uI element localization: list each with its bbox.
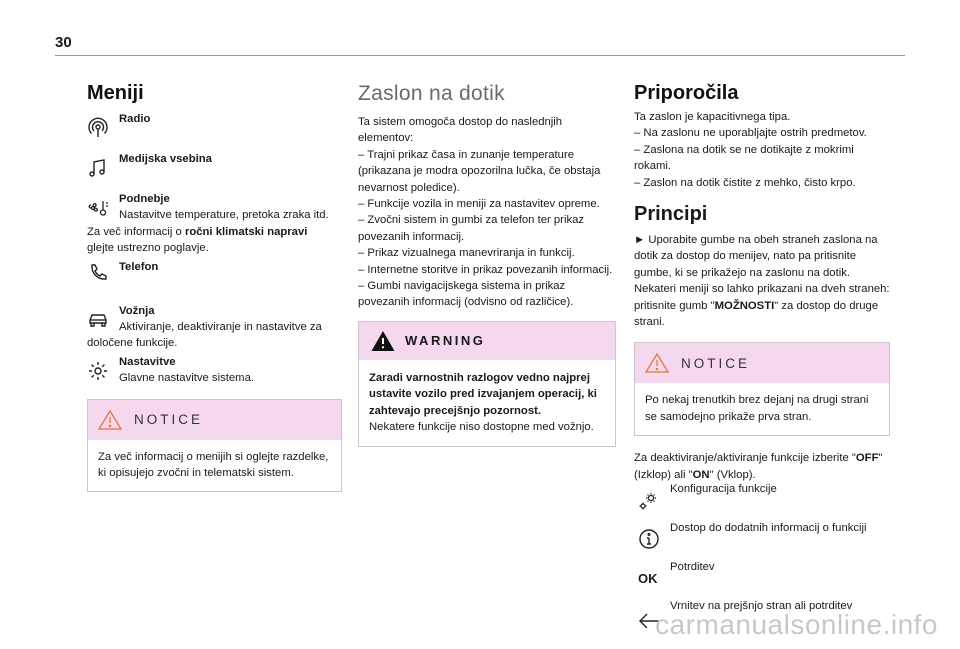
principles-notice-box: [634, 342, 890, 436]
function-config-item: [634, 481, 890, 513]
list-item: – Zvočni sistem in gumbi za telefon ter prikaz povezanih informacij.: [358, 214, 585, 243]
notice-text: Po nekaj trenutkih brez dejanj na drugi strani se samodejno prikaže prva stran.: [645, 394, 869, 423]
climate-continuation: Za več informacij o ročni klimatski napravi glejte ustrezno poglavje.: [87, 225, 308, 255]
principles-text: ► Uporabite gumbe na obeh straneh zaslona na dotik za dostop do menijev, nato pa pritisnite gumbe, ki se prikažejo na zaslonu na dotik. Nekateri meniji so lahko prikazani na dveh straneh: pritisnite gumb "MOŽNOSTI" za dostop do druge strani.: [634, 234, 890, 329]
list-item: – Internetne storitve in prikaz povezanih informacij.: [358, 263, 613, 276]
menu-title-driving: Vožnja: [119, 304, 155, 317]
climate-fan-icon: [87, 197, 109, 219]
list-item: – Zaslona na dotik se ne dotikajte z mokrimi rokami.: [634, 143, 854, 173]
top-divider: [55, 55, 905, 56]
watermark: carmanualsonline.info: [655, 609, 938, 640]
notice-title: NOTICE: [134, 412, 204, 428]
ok-item: [634, 559, 890, 591]
phone-icon: [87, 261, 109, 283]
recommendations-list: [634, 125, 890, 191]
principles-heading: Principi: [634, 203, 708, 226]
list-item: – Zaslon na dotik čistite z mehko, čisto krpo.: [634, 176, 856, 189]
back-text: Vrnitev na prejšnjo stran ali potrditev: [670, 600, 853, 613]
warning-header: [359, 322, 615, 360]
menu-desc-settings: Glavne nastavitve sistema.: [119, 372, 254, 385]
warning-title: WARNING: [405, 333, 486, 349]
notice-text: Za več informacij o menijih si oglejte razdelke, ki opisujejo zvočni in telematski sistem.: [98, 450, 329, 480]
warning-box: [358, 321, 616, 447]
ok-text: Potrditev: [670, 561, 715, 574]
menus-heading: Meniji: [87, 82, 144, 104]
climate-ref-bold: ročni klimatski napravi: [184, 225, 308, 238]
menu-title-media: Medijska vsebina: [119, 153, 212, 165]
menu-item-phone: [87, 259, 342, 291]
touchscreen-intro: Ta sistem omogoča dostop do naslednjih elementov:: [358, 116, 563, 145]
notice-header: [635, 343, 889, 383]
list-item: – Funkcije vozila in meniji za nastavitev opreme.: [358, 198, 600, 211]
menu-item-climate: [87, 191, 342, 257]
menu-desc-climate: Nastavitve temperature, pretoka zraka itd.: [119, 209, 329, 222]
warning-normal-text: Nekatere funkcije niso dostopne med vožnjo.: [369, 421, 594, 434]
touchscreen-heading: Zaslon na dotik: [358, 82, 505, 105]
off-label: OFF: [855, 452, 879, 465]
info-item: [634, 520, 890, 552]
ok-icon: OK: [638, 571, 658, 587]
menu-title-radio: Radio: [119, 113, 151, 125]
notice-title: NOTICE: [681, 355, 751, 371]
info-icon: [638, 528, 660, 550]
warning-triangle-icon: [645, 352, 669, 374]
list-item: – Na zaslonu ne uporabljajte ostrih predmetov.: [634, 127, 867, 140]
menus-notice-box: [87, 399, 342, 493]
toggle-instructions: Za deaktiviranje/aktiviranje funkcije izberite "OFF" (Izklop) ali "ON" (Vklop).: [634, 452, 883, 481]
function-config-icon: [638, 489, 660, 511]
menus-column: [87, 82, 342, 492]
menu-item-driving: [87, 303, 342, 352]
music-note-icon: [87, 157, 109, 179]
list-item: – Prikaz vizualnega manevriranja in funkcij.: [358, 247, 575, 260]
recommendations-column: [634, 82, 890, 637]
on-label: ON: [692, 468, 710, 481]
menu-item-radio: [87, 111, 342, 143]
warning-triangle-icon: [98, 409, 122, 431]
list-item: – Gumbi navigacijskega sistema in prikaz povezanih informacij (odvisno od različice).: [358, 280, 574, 309]
menu-desc-driving: Aktiviranje, deaktiviranje in nastavitve za: [119, 321, 322, 334]
touchscreen-list: [358, 147, 616, 311]
list-item: – Trajni prikaz časa in zunanje temperature (prikazana je modra opozorilna lučka, če obstaja nevarnost poledice).: [358, 148, 601, 194]
options-button-label: MOŽNOSTI: [714, 299, 775, 312]
recommendations-intro: Ta zaslon je kapacitivnega tipa.: [634, 111, 791, 123]
warning-text: [359, 360, 615, 446]
function-config-text: Konfiguracija funkcije: [670, 483, 777, 496]
info-text: Dostop do dodatnih informacij o funkciji: [670, 522, 867, 535]
warning-triangle-icon: [371, 330, 395, 352]
warning-bold-text: Zaradi varnostnih razlogov vedno najprej ustavite vozilo pred izvajanjem operacij, ki zahtevajo precejšnjo pozornost.: [369, 371, 597, 417]
notice-header: [88, 400, 341, 440]
driving-continuation: določene funkcije.: [87, 337, 178, 350]
menu-item-settings: [87, 354, 342, 387]
page-number: 30: [55, 34, 72, 51]
menu-item-media: [87, 151, 342, 183]
car-icon: [87, 309, 109, 331]
menu-title-climate: Podnebje: [119, 193, 170, 205]
recommendations-heading: Priporočila: [634, 82, 739, 104]
settings-gear-icon: [87, 360, 109, 382]
menu-title-settings: Nastavitve: [119, 355, 176, 368]
radio-icon: [87, 117, 109, 139]
touchscreen-column: [358, 82, 616, 447]
menu-title-phone: Telefon: [119, 260, 159, 273]
